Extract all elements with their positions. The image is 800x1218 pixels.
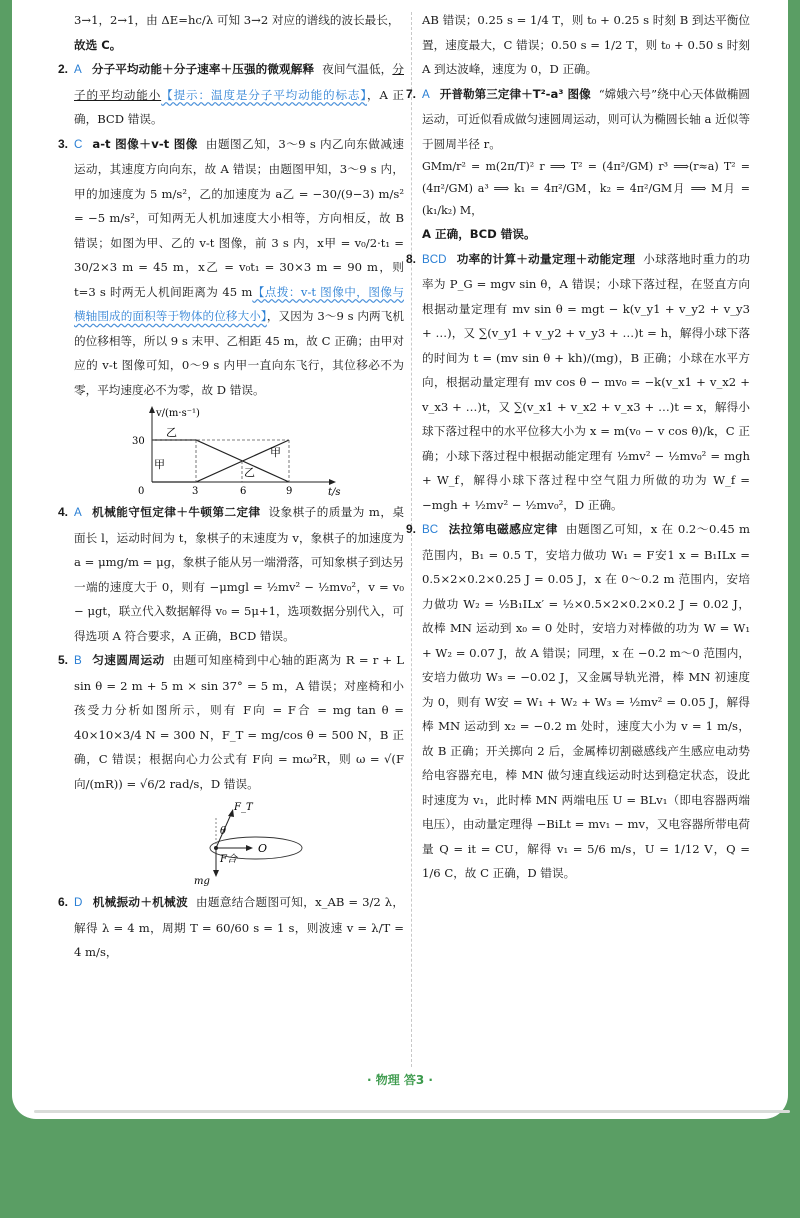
q5-text: 由题可知座椅到中心轴的距离为 R = r + L sin θ = 2 m + 5 m × sin 37° = 5 m，A 错误；对座椅和小孩受力分析如图所示，则有 F向 = F合 = mg tan θ = 40×10×3/4 N = 300 N，F_T = mg/cos θ = 500 N，B 正确，C 错误；根据向心力公式有 F向 = mω²R，则 ω = √(F向/(mR)) = √6/2 rad/s，D 错误。 bbox=[74, 653, 404, 791]
q3-vt-graph bbox=[74, 404, 404, 496]
question-9 bbox=[406, 517, 750, 886]
q3-graph-xlabel: t/s bbox=[328, 487, 341, 496]
q3-body: 由题图乙知，3～9 s 内乙向东做减速运动，其速度方向向东，故 A 错误；由题图甲知，3～9 s 内，甲的加速度为 5 m/s²，乙的加速度为 a乙 = −30/(9−3) m/s² = −5 m/s²，可知两无人机加速度大小相等，方向相反，故 B 错误；如图为甲、乙的 v-t 图像，前 3 s 内，x甲 = v₀/2·t₁ = 30/2×3 m = 45 m，x乙 = v₀t₁ = 30×3 m = 90 m，则 t=3 s 时两无人机间距离为 45 m bbox=[74, 136, 404, 299]
q7-conclusion: A 正确，BCD 错误。 bbox=[422, 227, 536, 241]
q3-graph-label-yi-top: 乙 bbox=[166, 426, 177, 439]
q4-topic: 机械能守恒定律＋牛顿第二定律 bbox=[91, 505, 261, 519]
q2-topic: 分子平均动能＋分子速率＋压强的微观解释 bbox=[91, 62, 315, 76]
q3-graph-ylabel: v/(m·s⁻¹) bbox=[156, 408, 200, 419]
page-footer: · 物理 答3 · bbox=[366, 1073, 433, 1087]
q4-answer: A bbox=[74, 506, 82, 519]
q5-fig-FT: F_T bbox=[234, 802, 253, 813]
q9-text: 由题图乙可知，x 在 0.2～0.45 m 范围内，B₁ = 0.5 T，安培力做功 W₁ = F安1 x = B₁ILx = 0.5×2×0.2×0.25 J = 0.05 J，x 在 0～0.2 m 范围内，安培力做功 W₂ = ½B₁ILx′ = ½×0.5×2×0.2×0.2 J = 0.02 J，故棒 MN 运动到 x₀ = 0 处时，安培力对棒做的功为 W = W₁ + W₂ = 0.07 J，故 A 错误；同理，x 在 −0.2 m～0 范围内，安培力做功 W₃ = −0.02 J，又金属导轨光滑，棒 MN 初速度为 0，则有 W安 = W₁ + W₂ + W₃ = ½mv² = 0.05 J，解得棒 MN 运动到 x₂ = −0.2 m 处时，速度大小为 v = 1 m/s，故 B 正确；开关掷向 2 后，金属棒切割磁感线产生感应电动势给电容器充电，棒 MN 做匀速直线运动时达到稳定状态，设此时速度为 v₁，此时棒 MN 两端电压 U = BLv₁（即电容器两端电压），由动量定理得 −BiLt = mv₁ − mv，又电容器所带电荷量 Q = it = CU，解得 v₁ = 5/6 m/s，U = 1/12 V，Q = 1/6 C，故 C 正确，D 错误。 bbox=[422, 522, 750, 880]
q9-answer: BC bbox=[422, 523, 439, 536]
q3-number: 3. bbox=[58, 136, 69, 151]
q3-topic: a-t 图像＋v-t 图像 bbox=[92, 136, 198, 151]
q7-derivation: GMm/r² = m(2π/T)² r ⟹ T² = (4π²/GM) r³ ⟹(r≈a) T² = (4π²/GM) a³ ⟹ k₁ = 4π²/GM，k₂ = 4π²/GM月 ⟹ M月 = (k₁/k₂) M， bbox=[422, 160, 750, 217]
question-5 bbox=[58, 648, 404, 796]
q3-graph-x9: 9 bbox=[286, 486, 293, 496]
q5-number: 5. bbox=[58, 653, 69, 667]
q5-answer: B bbox=[74, 654, 82, 667]
q2-hint: 【提示：温度是分子平均动能的标志】 bbox=[161, 87, 368, 102]
q5-topic: 匀速圆周运动 bbox=[91, 653, 165, 667]
question-7 bbox=[406, 82, 750, 157]
q7-answer: A bbox=[422, 87, 430, 101]
q2-text2: ，A 正确，BCD 错误。 bbox=[74, 87, 404, 126]
q6-continuation: AB 错误；0.25 s = 1/4 T，则 t₀ + 0.25 s 时刻 B 到达平衡位置，速度最大，C 错误；0.50 s = 1/2 T，则 t₀ + 0.50 s 时刻 A 到达波峰，速度为 0，D 正确。 bbox=[422, 13, 750, 76]
q9-number: 9. bbox=[406, 522, 417, 536]
q5-fig-O: O bbox=[258, 842, 268, 855]
q3-tail: ，又因为 3～9 s 内两飞机的位移相等，所以 9 s 末甲、乙相距 45 m，故 C 正确；由甲对应的 v-t 图像可知，0～9 s 内甲一直向东飞行，其位移必不为零，平均速度必不为零，故 D 错误。 bbox=[74, 309, 405, 397]
q1-tail-line1: 3→1，2→1，由 ΔE=hc/λ 可知 3→2 对应的谱线的波长最长， bbox=[74, 13, 400, 27]
q3-graph-x6: 6 bbox=[240, 486, 247, 496]
answer-sheet bbox=[12, 0, 788, 1119]
question-8 bbox=[406, 247, 750, 518]
q2-number: 2. bbox=[58, 62, 69, 76]
question-3 bbox=[58, 132, 405, 403]
q3-graph-label-jia-left: 甲 bbox=[154, 458, 165, 471]
q1-conclusion: 故选 C。 bbox=[74, 37, 122, 52]
q6-text: 由题意结合题图可知，x_AB = 3/2 λ，解得 λ = 4 m，周期 T = 60/60 s = 1 s，则波速 v = λ/T = 4 m/s， bbox=[74, 895, 404, 959]
q2-answer: A bbox=[74, 63, 82, 76]
left-column bbox=[58, 8, 405, 965]
q3-graph-x3: 3 bbox=[192, 486, 199, 496]
q3-graph-origin: 0 bbox=[138, 486, 145, 496]
q3-hint: 【点拨：v-t 图像中，图像与横轴围成的面积等于物体的位移大小】 bbox=[74, 284, 404, 323]
q3-graph-label-yi-bottom: 乙 bbox=[244, 466, 255, 479]
q8-answer: BCD bbox=[422, 252, 447, 266]
question-6 bbox=[58, 890, 404, 965]
question-2 bbox=[58, 57, 404, 132]
q9-topic: 法拉第电磁感应定律 bbox=[448, 522, 558, 536]
q4-text: 设象棋子的质量为 m，桌面长 l，运动时间为 t，象棋子的末速度为 v，象棋子的加速度为 a = μmg/m = μg，象棋子能从另一端滑落，可知象棋子到达另一端的速度大于 0，则有 −μmgl = ½mv² − ½mv₀²，v = v₀ − μgt，联立代入数据解得 v₀ = 5μ+1，选项数据分别代入，可得选项 A 符合要求，A 正确，BCD 错误。 bbox=[74, 505, 404, 643]
sheet-bottom-edge bbox=[34, 1110, 790, 1113]
q7-text: “嫦娥六号”绕中心天体做椭圆运动，可近似看成做匀速圆周运动，则可认为椭圆长轴 a 近似等于圆周半径 r。 bbox=[422, 86, 750, 151]
q6-number: 6. bbox=[58, 895, 69, 909]
q6-answer: D bbox=[74, 896, 83, 909]
q3-answer: C bbox=[74, 137, 83, 151]
q5-fig-Fhe: F合 bbox=[220, 854, 237, 865]
q3-graph-y30: 30 bbox=[132, 436, 145, 447]
q8-text: 小球落地时重力的功率为 P_G = mgv sin θ，A 错误；小球下落过程，在竖直方向根据动量定理有 mv sin θ = mgt − k(v_y1 + v_y2 + v_y3 + …)，又 ∑(v_y1 + v_y2 + v_y3 + …)t = h，解得小球下落的时间为 t = (mv sin θ + kh)/(mg)，B 正确；小球在水平方向，根据动量定理有 mv cos θ − mv₀ = −k(v_x1 + v_x2 + v_x3 + …)t，又 ∑(v_x1 + v_x2 + v_x3 + …)t = x，解得小球下落过程中的水平位移大小为 x = m(v₀ − v cos θ)/k，C 正确；小球下落过程中根据动能定理有 ½mv² − ½mv₀² = mgh + W_f，解得小球下落过程中空气阻力所做的功为 W_f = −mgh + ½mv² − ½mv₀²，D 正确。 bbox=[422, 251, 750, 512]
q3-graph-line-yi bbox=[152, 440, 289, 482]
q5-fig-theta: θ bbox=[220, 826, 227, 837]
q2-underlined: 分子的平均动能小 bbox=[74, 62, 404, 102]
q7-topic: 开普勒第三定律＋T²-a³ 图像 bbox=[439, 86, 591, 101]
q3-graph-line-jia bbox=[152, 440, 289, 482]
question-4 bbox=[58, 500, 404, 648]
q4-number: 4. bbox=[58, 505, 69, 519]
q3-graph-label-jia-right: 甲 bbox=[270, 446, 281, 459]
right-column bbox=[406, 8, 750, 886]
q6-topic: 机械振动＋机械波 bbox=[92, 895, 188, 909]
q8-topic: 功率的计算＋动量定理＋动能定理 bbox=[456, 251, 636, 266]
q5-fig-mg: mg bbox=[194, 876, 210, 886]
q8-number: 8. bbox=[406, 251, 417, 266]
q7-number: 7. bbox=[406, 86, 417, 101]
q2-text1: 夜间气温低， bbox=[322, 62, 393, 76]
q5-force-diagram bbox=[74, 798, 404, 886]
